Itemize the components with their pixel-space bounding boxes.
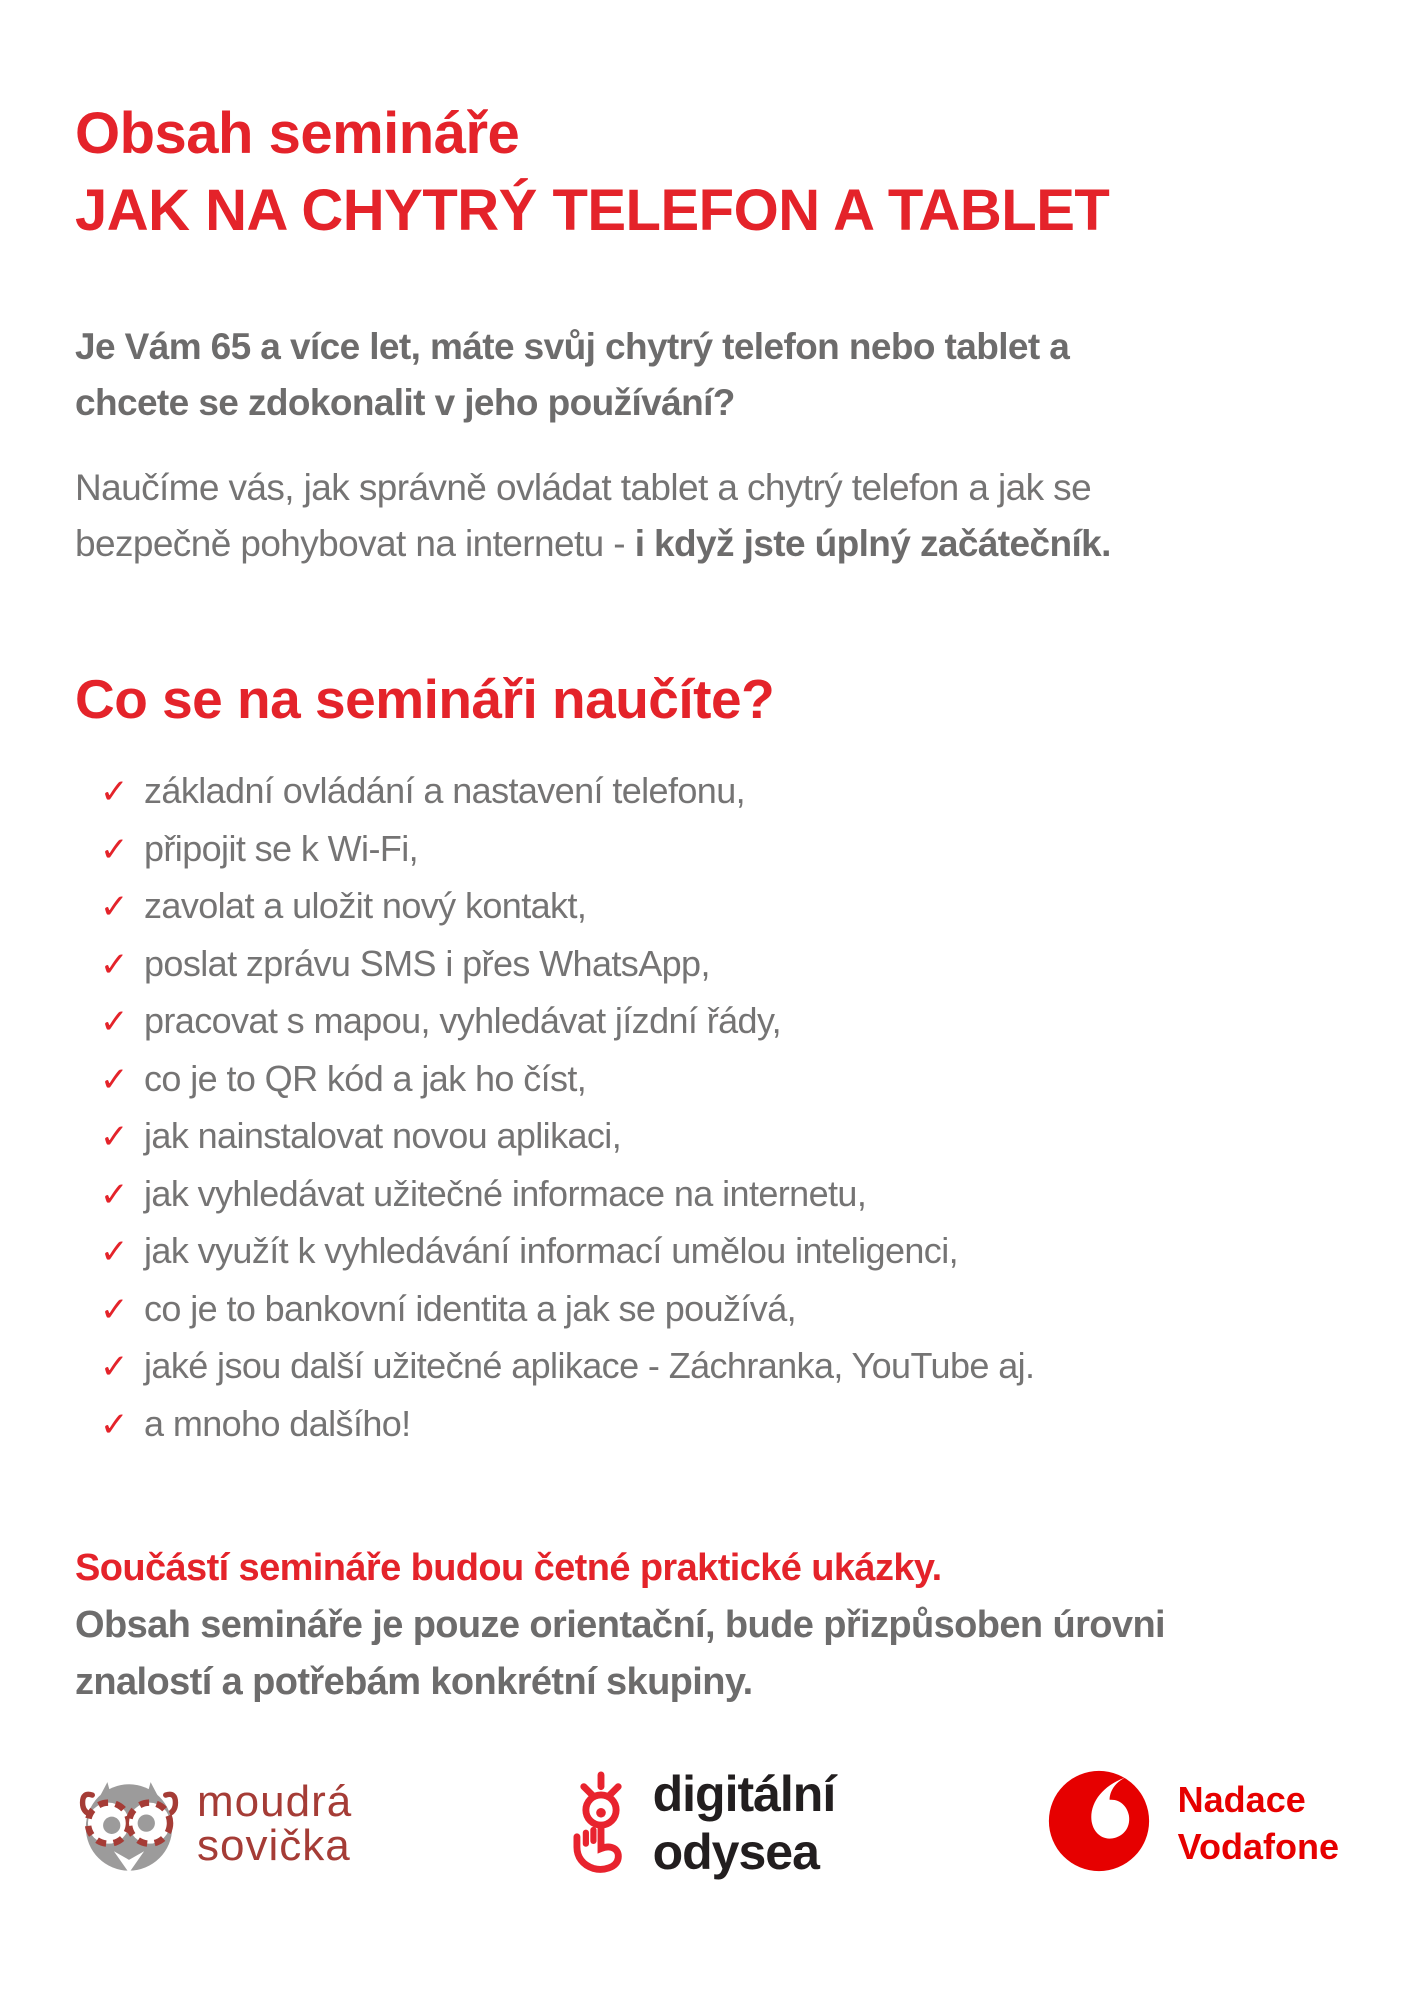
logo-moudra-sovicka-label <box>197 1776 353 1870</box>
partner-logos <box>75 1766 1354 1881</box>
list-item-label: pracovat s mapou, vyhledávat jízdní řády, <box>144 1000 782 1042</box>
list-item-label: jak nainstalovat novou aplikaci, <box>144 1115 622 1157</box>
check-icon: ✓ <box>100 1347 128 1388</box>
check-icon: ✓ <box>100 829 128 870</box>
logo-digitalni-odysea <box>563 1766 836 1881</box>
list-item <box>100 1000 1354 1058</box>
intro-question-line2: chcete se zdokonalit v jeho používání? <box>75 381 735 423</box>
page-title <box>75 96 1354 249</box>
seminar-topic-list <box>100 770 1354 1460</box>
list-item <box>100 1173 1354 1231</box>
intro-description-line1: Naučíme vás, jak správně ovládat tablet a chytrý telefon a jak se <box>75 467 1092 509</box>
intro-description <box>75 460 1354 571</box>
practical-note: Součástí semináře budou četné praktické ukázky. <box>75 1547 942 1590</box>
check-icon: ✓ <box>100 887 128 928</box>
logo-vodafone-line1: Nadace <box>1177 1778 1306 1820</box>
disclaimer-note-line2: znalostí a potřebám konkrétní skupiny. <box>75 1661 753 1704</box>
intro-description-line2-bold: i když jste úplný začátečník. <box>634 522 1111 564</box>
disclaimer-note <box>75 1597 1354 1711</box>
intro-description-line2 <box>75 516 1354 572</box>
disclaimer-note-line1: Obsah semináře je pouze orientační, bude přizpůsoben úrovni <box>75 1604 1166 1647</box>
logo-owl-line1: moudrá <box>197 1776 353 1826</box>
touch-hand-icon <box>563 1766 639 1881</box>
check-icon: ✓ <box>100 1117 128 1158</box>
logo-vodafone-line2: Vodafone <box>1177 1825 1339 1867</box>
logo-odysea-line2: odysea <box>652 1823 819 1880</box>
check-icon: ✓ <box>100 1002 128 1043</box>
list-item <box>100 828 1354 886</box>
logo-nadace-vodafone <box>1046 1768 1339 1879</box>
list-item <box>100 885 1354 943</box>
intro-description-line2-normal: bezpečně pohybovat na internetu - <box>75 522 635 564</box>
list-item <box>100 943 1354 1001</box>
list-item-label: co je to QR kód a jak ho číst, <box>144 1057 587 1099</box>
section-heading: Co se na semináři naučíte? <box>75 668 775 731</box>
list-item <box>100 1288 1354 1346</box>
page-title-line1: Obsah semináře <box>75 101 520 166</box>
logo-odysea-line1: digitální <box>652 1766 836 1823</box>
owl-icon <box>75 1767 183 1880</box>
vodafone-speechmark-icon <box>1046 1768 1152 1879</box>
list-item <box>100 1058 1354 1116</box>
list-item <box>100 1345 1354 1403</box>
logo-digitalni-odysea-label <box>653 1766 836 1881</box>
list-item-label: jak využít k vyhledávání informací umělou inteligenci, <box>144 1230 959 1272</box>
check-icon: ✓ <box>100 1404 128 1445</box>
list-item-label: připojit se k Wi-Fi, <box>144 827 419 869</box>
check-icon: ✓ <box>100 1174 128 1215</box>
check-icon: ✓ <box>100 772 128 813</box>
list-item-label: jak vyhledávat užitečné informace na internetu, <box>144 1172 867 1214</box>
list-item-label: základní ovládání a nastavení telefonu, <box>144 770 746 812</box>
list-item-label: co je to bankovní identita a jak se používá, <box>144 1287 797 1329</box>
check-icon: ✓ <box>100 1232 128 1273</box>
logo-nadace-vodafone-label <box>1178 1777 1339 1871</box>
list-item <box>100 1115 1354 1173</box>
list-item-label: jaké jsou další užitečné aplikace - Záchranka, YouTube aj. <box>144 1345 1035 1387</box>
list-item <box>100 1230 1354 1288</box>
logo-moudra-sovicka <box>75 1767 352 1880</box>
list-item-label: zavolat a uložit nový kontakt, <box>144 885 587 927</box>
page-title-line2: JAK NA CHYTRÝ TELEFON A TABLET <box>75 177 1110 243</box>
list-item <box>100 1403 1354 1461</box>
intro-question-line1: Je Vám 65 a více let, máte svůj chytrý telefon nebo tablet a <box>75 326 1070 368</box>
check-icon: ✓ <box>100 944 128 985</box>
logo-owl-line2: sovička <box>197 1820 351 1870</box>
check-icon: ✓ <box>100 1059 128 1100</box>
list-item-label: a mnoho dalšího! <box>144 1402 411 1444</box>
intro-question <box>75 319 1354 430</box>
list-item <box>100 770 1354 828</box>
list-item-label: poslat zprávu SMS i přes WhatsApp, <box>144 942 710 984</box>
check-icon: ✓ <box>100 1289 128 1330</box>
